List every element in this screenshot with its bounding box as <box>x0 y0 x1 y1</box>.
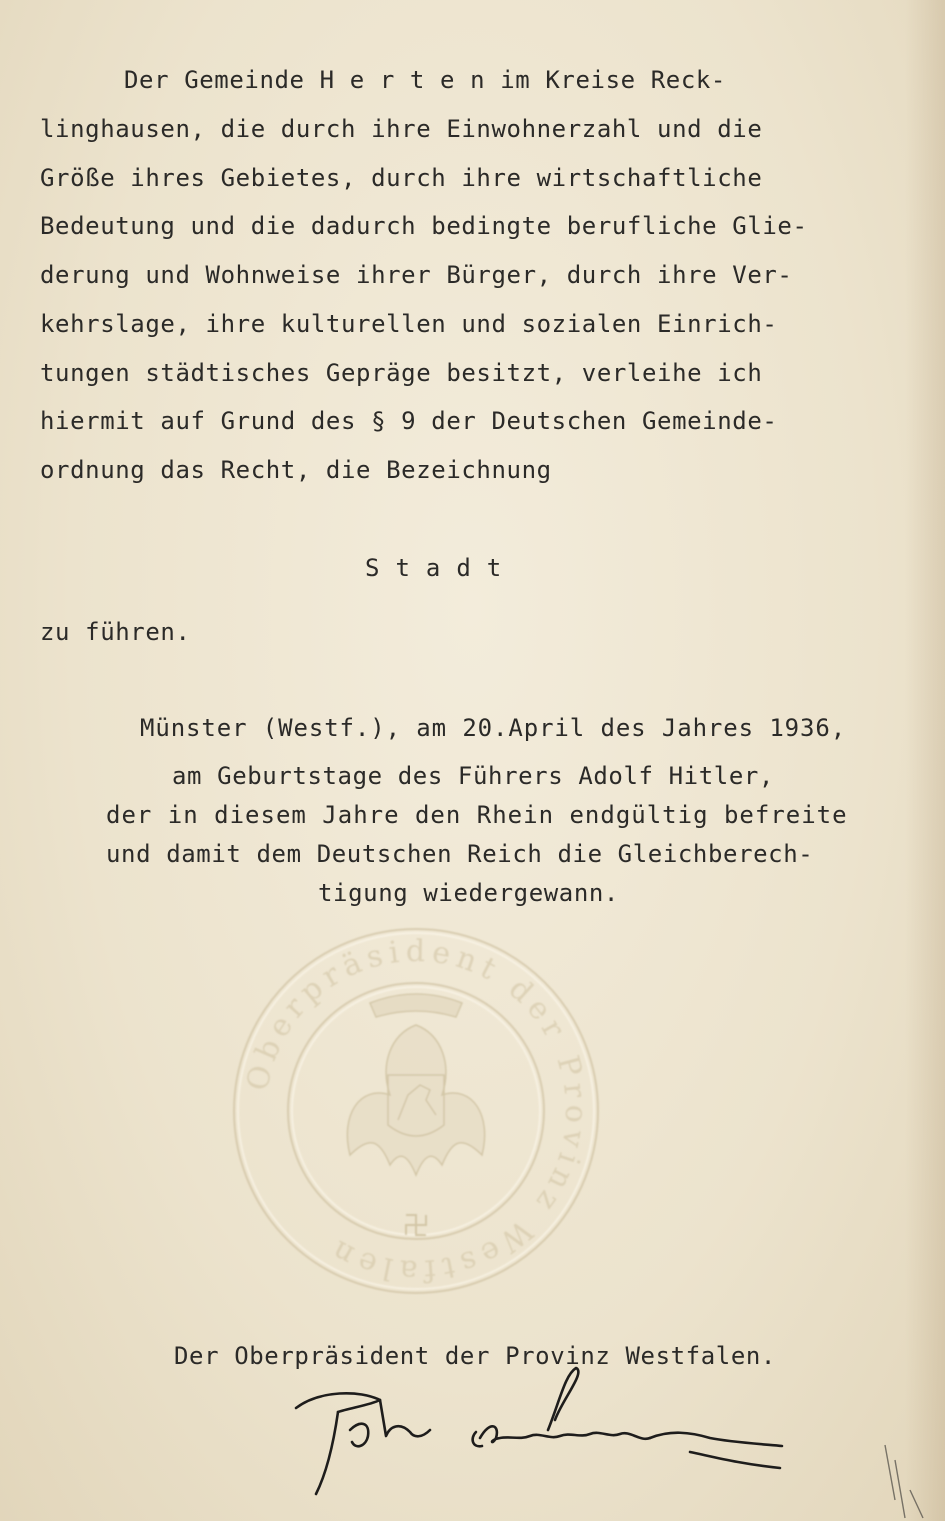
dateline-5: tigung wiedergewann. <box>318 879 619 907</box>
body-line-9: ordnung das Recht, die Bezeichnung <box>40 456 552 484</box>
margin-pencil-marks-icon <box>875 1440 935 1520</box>
embossed-seal-icon <box>230 925 602 1297</box>
body-line-1: Der Gemeinde H e r t e n im Kreise Reck- <box>124 66 726 94</box>
title-word-stadt: Stadt <box>365 554 518 582</box>
dateline-2: am Geburtstage des Führers Adolf Hitler, <box>172 762 774 790</box>
body-line-8: hiermit auf Grund des § 9 der Deutschen Gemeinde- <box>40 407 778 435</box>
body-line-6: kehrslage, ihre kulturellen und sozialen Einrich- <box>40 310 778 338</box>
body-line-4: Bedeutung und die dadurch bedingte berufliche Glie- <box>40 212 808 240</box>
seal-inscription: Oberpräsident der Provinz Westfalen <box>240 933 594 1289</box>
closing-phrase: zu führen. <box>40 618 191 646</box>
dateline-3: der in diesem Jahre den Rhein endgültig befreite <box>106 801 848 829</box>
signatory-title: Der Oberpräsident der Provinz Westfalen. <box>174 1342 776 1370</box>
body-line-5: derung und Wohnweise ihrer Bürger, durch ihre Ver- <box>40 261 793 289</box>
body-line-2: linghausen, die durch ihre Einwohnerzahl und die <box>40 115 763 143</box>
body-line-3: Größe ihres Gebietes, durch ihre wirtschaftliche <box>40 164 763 192</box>
handwritten-signature-icon <box>290 1360 790 1500</box>
dateline-4: und damit dem Deutschen Reich die Gleichberech- <box>106 840 814 868</box>
body-line-7: tungen städtisches Gepräge besitzt, verleihe ich <box>40 359 763 387</box>
paper-edge-shadow <box>905 0 945 1521</box>
dateline-1: Münster (Westf.), am 20.April des Jahres 1936, <box>140 714 847 742</box>
